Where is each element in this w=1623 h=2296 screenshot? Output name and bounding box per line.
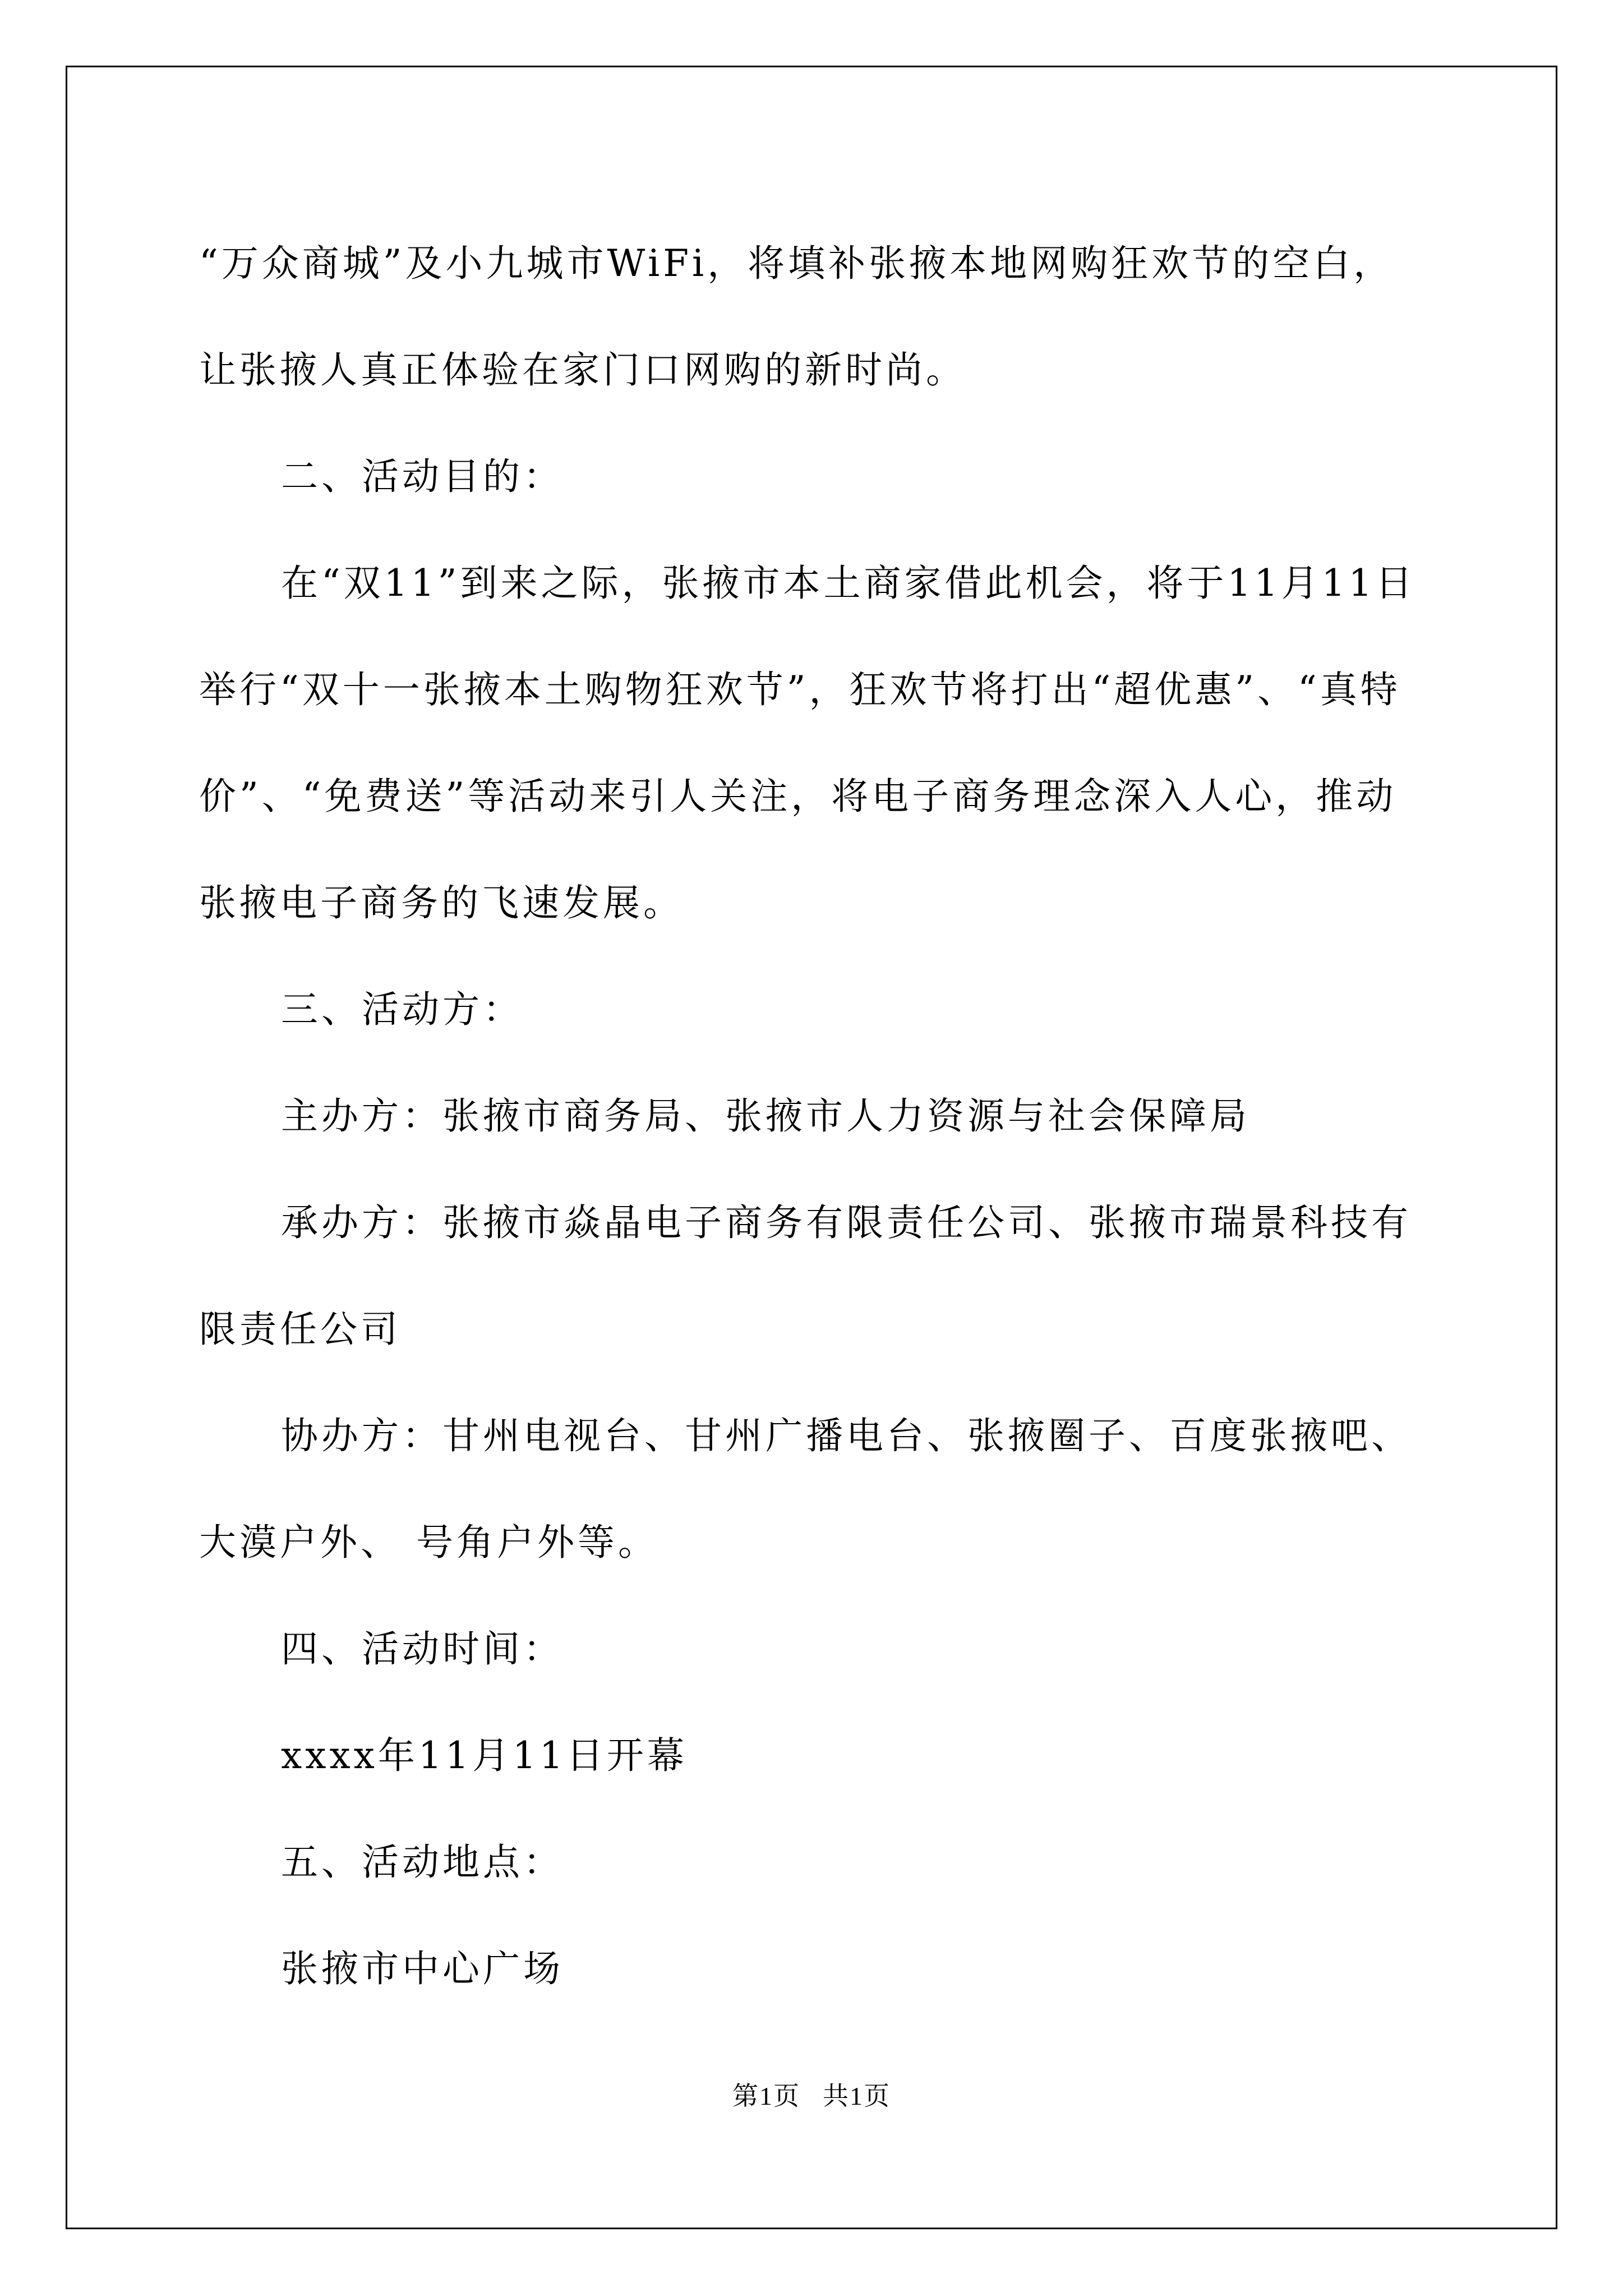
- paragraph-activity-time: xxxx年11月11日开幕: [281, 1734, 688, 1777]
- heading-activity-location: 五、活动地点：: [281, 1841, 564, 1884]
- paragraph-co-organizer: 协办方：甘州电视台、甘州广播电台、张掖圈子、百度张掖吧、大漠户外、 号角户外等。: [199, 1414, 1412, 1564]
- page-footer: [0, 2076, 1623, 2113]
- paragraph-undertaker: 承办方：张掖市焱晶电子商务有限责任公司、张掖市瑞景科技有限责任公司: [199, 1201, 1412, 1351]
- page-total: 共1页: [823, 2082, 891, 2110]
- heading-activity-purpose: 二、活动目的：: [281, 455, 564, 498]
- heading-activity-parties: 三、活动方：: [281, 988, 523, 1031]
- paragraph-organizer: 主办方：张掖市商务局、张掖市人力资源与社会保障局: [281, 1094, 1250, 1138]
- document-body: [199, 210, 1433, 2022]
- paragraph-activity-purpose: 在“双11”到来之际，张掖市本土商家借此机会，将于11月11日举行“双十一张掖本土购物狂欢节”，狂欢节将打出“超优惠”、“真特价”、“免费送”等活动来引人关注，将电子商务理念深入人心，推动张掖电子商务的飞速发展。: [199, 562, 1416, 924]
- paragraph-intro-continued: “万众商城”及小九城市WiFi，将填补张掖本地网购狂欢节的空白，让张掖人真正体验在家门口网购的新时尚。: [199, 242, 1394, 392]
- heading-activity-time: 四、活动时间：: [281, 1627, 564, 1671]
- paragraph-activity-location: 张掖市中心广场: [281, 1947, 564, 1990]
- page-number: 第1页: [732, 2082, 800, 2110]
